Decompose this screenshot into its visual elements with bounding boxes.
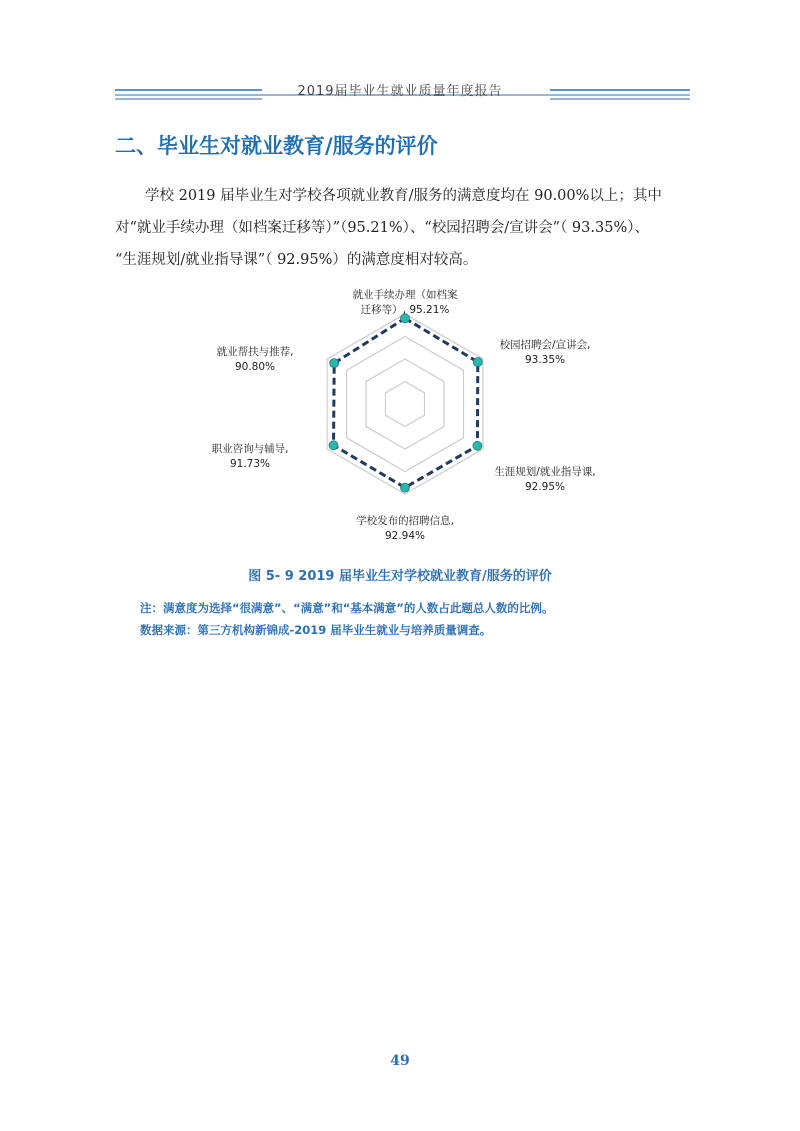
- category-label-1: 迁移等）, 95.21%: [360, 304, 450, 316]
- data-source-note: 数据来源：第三方机构新锦成-2019 届毕业生就业与培养质量调查。: [140, 623, 492, 637]
- category-label-3: 生涯规划/就业指导课,: [494, 466, 596, 478]
- radar-chart: [195, 280, 615, 555]
- page-header: [0, 0, 800, 110]
- category-label-3: 92.95%: [524, 481, 566, 493]
- data-point-2: [473, 358, 482, 367]
- data-point-5: [329, 441, 338, 450]
- grid-ring: [347, 337, 464, 472]
- paragraph-line-2: 对“就业手续办理（如档案迁移等）”（95.21%）、“校园招聘会/宣讲会”（ 93.35%）、: [115, 220, 649, 236]
- category-label-6: 就业帮扶与推荐,: [216, 346, 294, 358]
- paragraph-line-3: “生涯规划/就业指导课”（ 92.95%）的满意度相对较高。: [115, 252, 478, 268]
- grid-ring: [386, 382, 425, 427]
- data-point-4: [401, 483, 410, 492]
- footnote: 注：满意度为选择“很满意”、“满意”和“基本满意”的人数占此题总人数的比例。: [140, 601, 554, 615]
- category-label-4: 学校发布的招聘信息,: [356, 515, 454, 527]
- category-label-2: 校园招聘会/宣讲会,: [499, 339, 591, 351]
- page-number: 49: [390, 1053, 410, 1069]
- category-label-5: 职业咨询与辅导,: [211, 443, 289, 455]
- data-point-3: [473, 441, 482, 450]
- category-label-4: 92.94%: [384, 530, 426, 542]
- grid-ring: [327, 314, 483, 494]
- category-label-1: 就业手续办理（如档案: [352, 289, 458, 301]
- body-paragraph: [115, 180, 695, 276]
- category-label-2: 93.35%: [524, 354, 566, 366]
- grid-ring: [366, 359, 444, 449]
- paragraph-line-1: 学校 2019 届毕业生对学校各项就业教育/服务的满意度均在 90.00%以上；其中: [145, 188, 662, 204]
- figure-caption: 图 5- 9 2019 届毕业生对学校就业教育/服务的评价: [248, 569, 552, 584]
- category-label-6: 90.80%: [234, 361, 276, 373]
- section-title: 二、毕业生对就业教育/服务的评价: [115, 134, 438, 158]
- report-title: 2019届毕业生就业质量年度报告: [297, 84, 503, 99]
- category-label-5: 91.73%: [229, 458, 271, 470]
- data-point-6: [330, 359, 339, 368]
